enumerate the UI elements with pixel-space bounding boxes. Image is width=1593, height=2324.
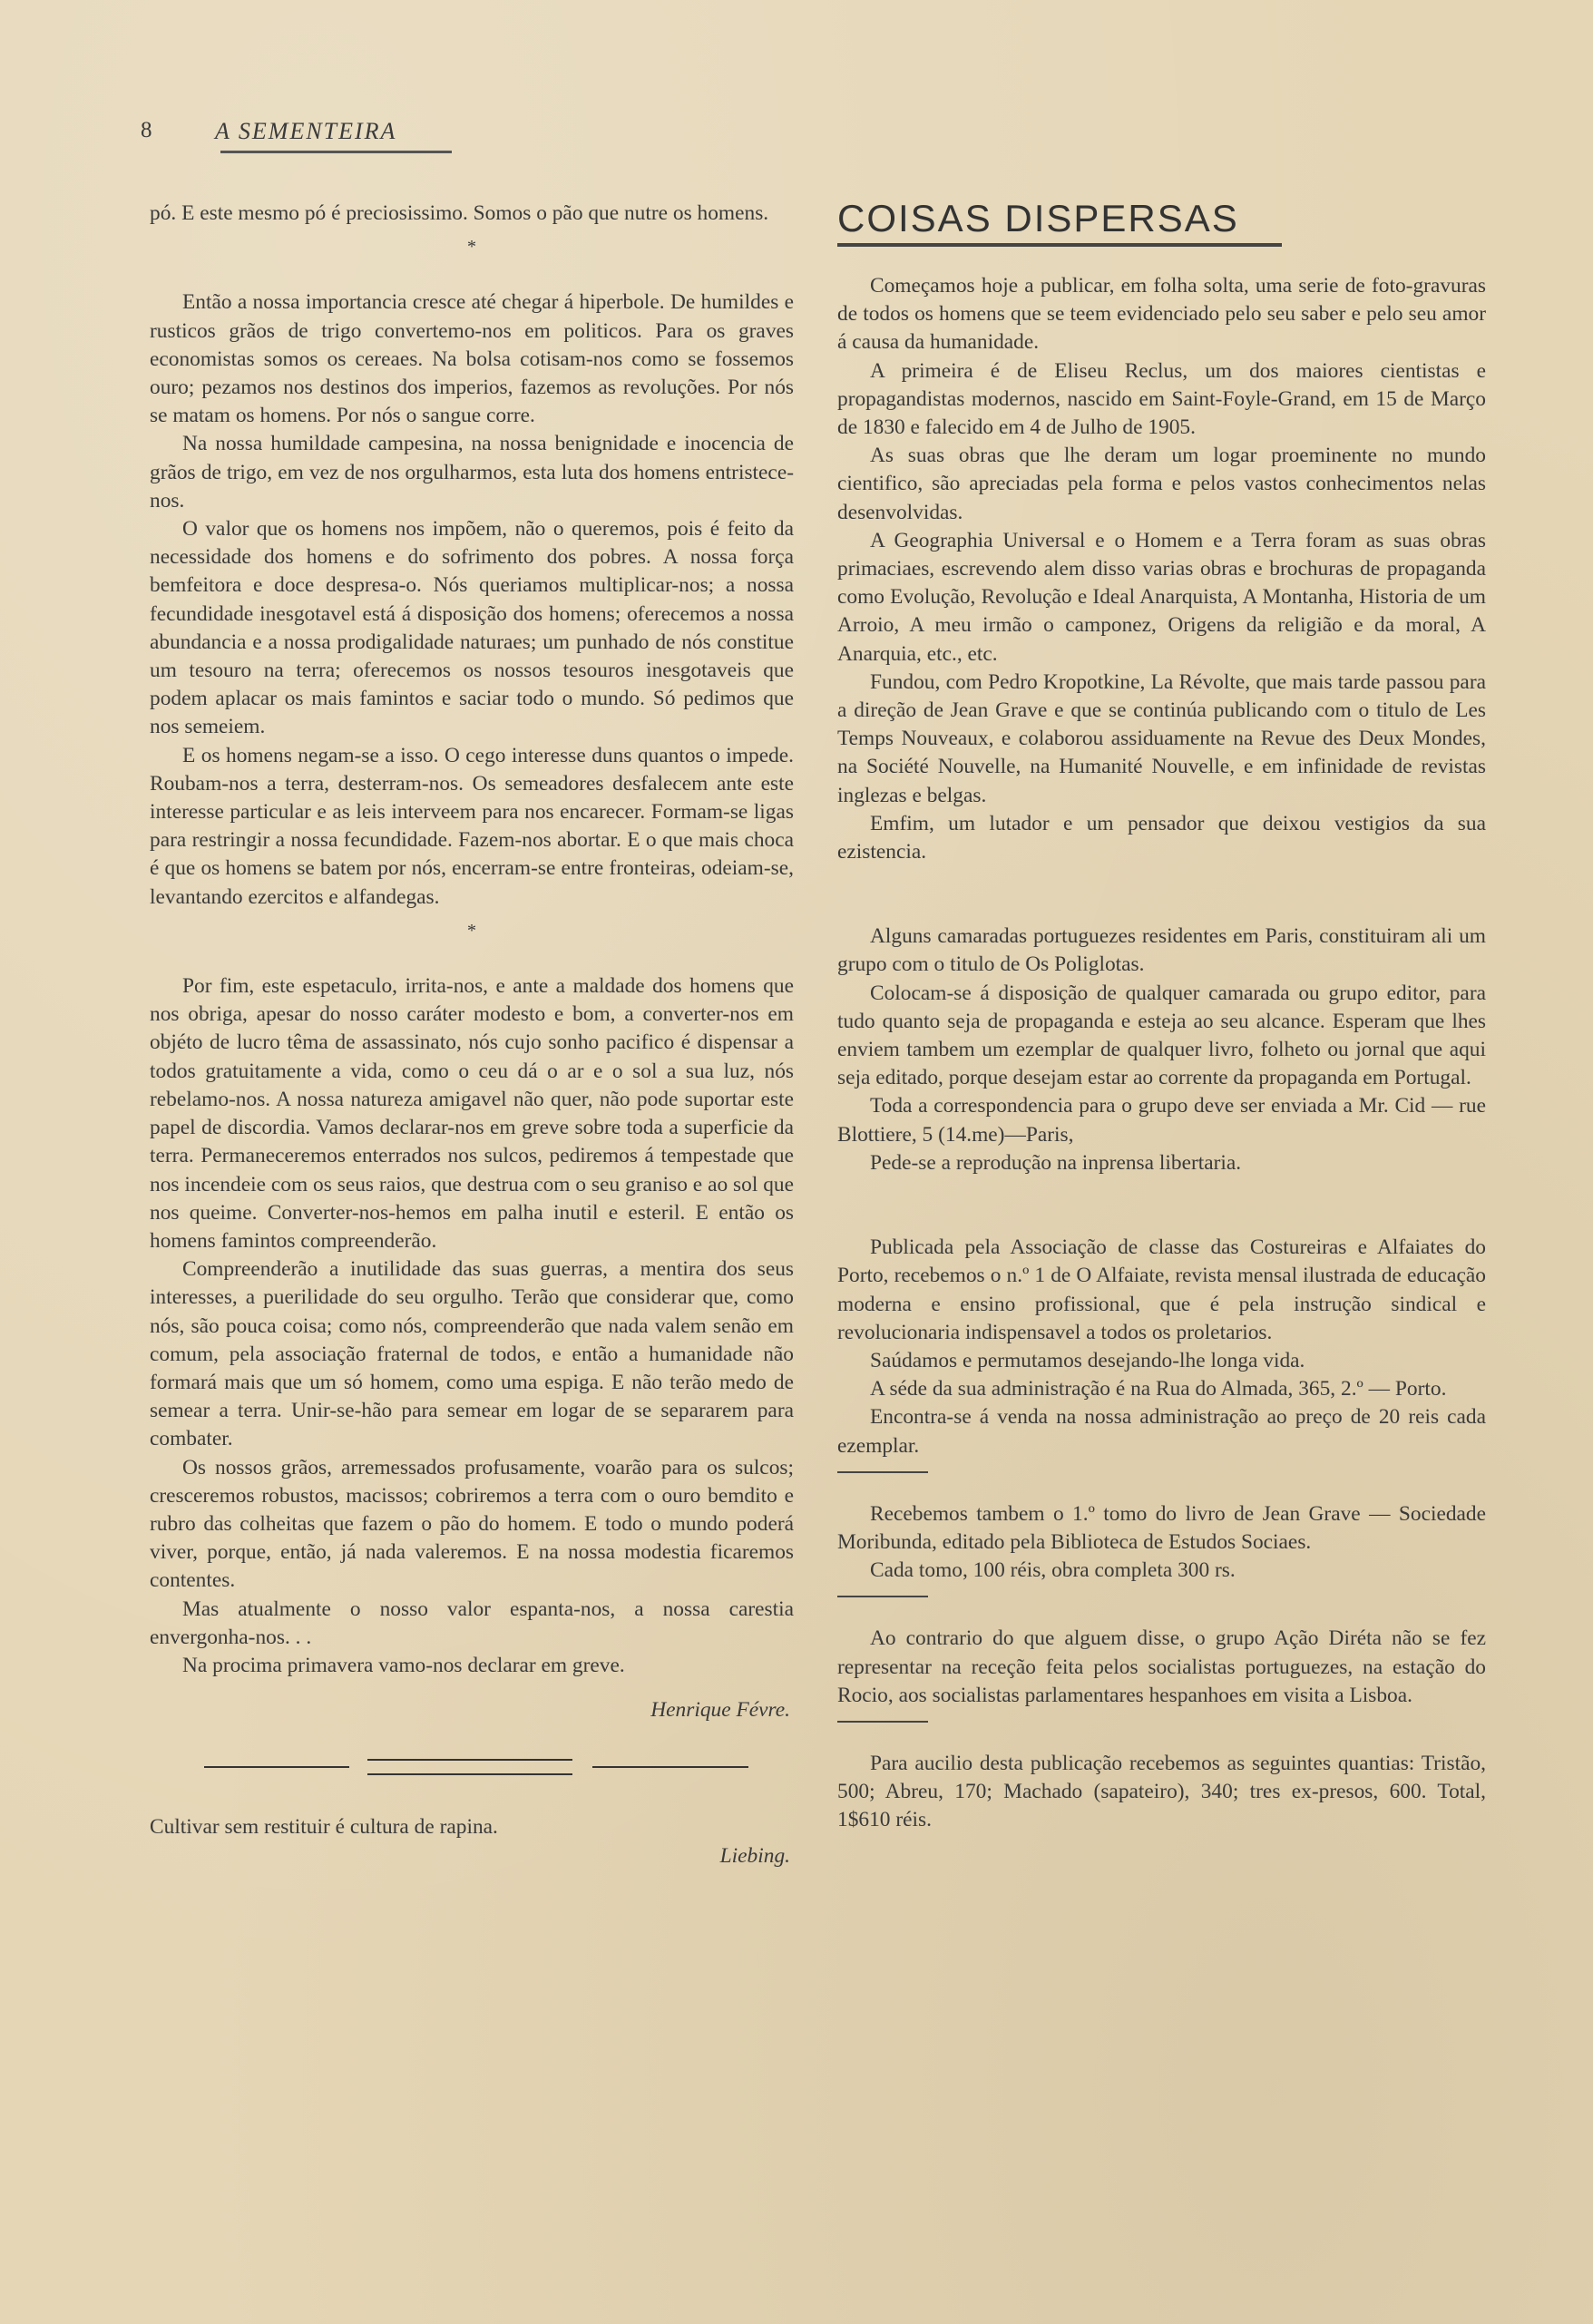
article-paragraph: pó. E este mesmo pó é preciosissimo. Somos o pão que nutre os homens. [150,201,769,225]
article-paragraph: Na procima primavera vamo-nos declarar em greve. [182,1653,625,1677]
article-paragraph: Compreenderão a inutilidade das suas guerras, a mentira dos seus interesses, a puerilidade do seu orgulho. Terão que considerar que, como nós, são pouca coisa; como nós, compreenderão que nada valem senão em comum, pela associação fraternal de todos, e então a humanidade não formará mais que um só homem, como uma espiga. E não terão medo de semear a terra. Unir-se-hão para semear em logar de se separarem para combater. [150,1257,794,1451]
article-paragraph: Então a nossa importancia cresce até chegar á hiperbole. De humildes e rusticos grãos de trigo convertemo-nos em politicos. Para os graves economistas somos os cereaes. Na bolsa cotisam-nos como se fossemos ouro; pezamos nos destinos dos imperios, fazemos as revoluções. Por nós se matam os homens. Por nós o sangue corre. [150,290,794,428]
news-paragraph: Recebemos tambem o 1.º tomo do livro de Jean Grave — Sociedade Moribunda, editado pela Biblioteca de Estudos Sociaes. [837,1501,1486,1554]
news-paragraph: Saúdamos e permutamos desejando-lhe longa vida. [870,1348,1305,1372]
article-paragraph: E os homens negam-se a isso. O cego interesse duns quantos o impede. Roubam-nos a terra, desterram-nos. Os semeadores desfalecem ante este interesse particular e as leis interveem para nos encarecer. Formam-se ligas para restringir a nossa fecundidade. Fazem-nos abortar. E o que mais choca é que os homens se batem por nós, encerram-se entre fronteiras, odeiam-se, levantando ezercitos e alfandegas. [150,743,794,909]
news-paragraph: Colocam-se á disposição de qualquer camarada ou grupo editor, para tudo quanto seja de propaganda e esteja ao seu alcance. Esperam que lhes enviem tambem um ezemplar de qualquer livro, folheto ou jornal que aqui seja editado, porque desejam estar ao corrente da propaganda em Portugal. [837,981,1486,1090]
news-paragraph: Cada tomo, 100 réis, obra completa 300 rs. [870,1558,1236,1583]
article-paragraph: O valor que os homens nos impõem, não o queremos, pois é feito da necessidade dos homens e do sofrimento dos pobres. A nossa força bemfeitora e doce despresa-o. Nós queriamos multiplicar-nos; a nossa fecundidade inesgotavel está á disposição dos homens; oferecemos a nossa abundancia e a nossa prodigalidade naturaes; um punhado de nós constitue um tesouro na terra; oferecemos os nossos tesouros inesgotaveis que podem aplacar os mais famintos e saciar todo o mundo. Só pedimos que nos semeiem. [150,517,794,739]
news-paragraph: A primeira é de Eliseu Reclus, um dos maiores cientistas e propagandistas modernos, nascido em Saint-Foyle-Grand, em 15 de Março de 1830 e falecido em 4 de Julho de 1905. [837,358,1486,440]
section-title: COISAS DISPERSAS [837,197,1239,239]
news-paragraph: Toda a correspondencia para o grupo deve ser enviada a Mr. Cid — rue Blottiere, 5 (14.me)—Paris, [837,1094,1486,1147]
news-paragraph: Fundou, com Pedro Kropotkine, La Révolte, que mais tarde passou para a direção de Jean Grave e que se continúa publicando com o titulo de Les Temps Nouveaux, e colaborou assiduamente na Revue des Deux Mondes, na Société Nouvelle, na Humanité Nouvelle, e em infinidade de revistas inglezas e belgas. [837,669,1486,807]
section-asterisk: * [467,920,476,941]
title-underline [837,243,1282,247]
news-paragraph: Ao contrario do que alguem disse, o grupo Ação Diréta não se fez representar na receção feita pelos socialistas portuguezes, na estação do Rocio, aos socialistas parlamentares hespanhoes em visita a Lisboa. [837,1626,1486,1707]
news-paragraph: Publicada pela Associação de classe das Costureiras e Alfaiates do Porto, recebemos o n.º 1 de O Alfaiate, revista mensal ilustrada de educação moderna e ensino profissional, que é pela instrução sindical e revolucionaria indispensavel a todos os proletarios. [837,1235,1486,1344]
epigraph-author: Liebing. [719,1843,790,1868]
news-paragraph: Começamos hoje a publicar, em folha solta, uma serie de foto-gravuras de todos os homens que se teem evidenciado pelo seu saber e pelo seu amor á causa da humanidade. [837,274,1486,355]
left-column [150,200,794,1870]
page-header [141,114,503,160]
news-paragraph: As suas obras que lhe deram um logar proeminente no mundo cientifico, são apreciadas pela forma e pelos vastos conhecimentos nelas desenvolvidas. [837,444,1486,524]
article-paragraph: Por fim, este espetaculo, irrita-nos, e ante a maldade dos homens que nos obriga, apesar do nosso caráter modesto e bom, a converter-nos em objéto de lucro têma de assassinato, nós cujo sonho pacifico é dispensar a todos gratuitamente a vida, como o ceu dá o ar e o sol a sua luz, nós rebelamo-nos. A nossa natureza amigavel não quer, não pode suportar este papel de discordia. Vamos declarar-nos em greve sobre toda a superficie da terra. Permaneceremos enterrados nos sulcos, pediremos á tempestade que nos incendeie com os seus raios, que destrua com o seu graniso e ao sol que nos queime. Converter-nos-hemos em palha inutil e esteril. E então os homens famintos compreenderão. [150,974,794,1253]
news-paragraph: Para aucilio desta publicação recebemos as seguintes quantias: Tristão, 500; Abreu, 170; Machado (sapateiro), 340; tres ex-presos, 600. Total, 1$610 réis. [837,1751,1486,1832]
news-paragraph: A Geographia Universal e o Homem e a Terra foram as suas obras primaciaes, escrevendo alem disso varias obras e brochuras de propaganda como Evolução, Revolução e Ideal Anarquista, A Montanha, Historia de um Arroio, A meu irmão o camponez, Origens da religião e da moral, A Anarquia, etc., etc. [837,528,1486,666]
separator-rule [837,1721,928,1723]
news-paragraph: Encontra-se á venda na nossa administração ao preço de 20 reis cada ezemplar. [837,1405,1486,1458]
article-end-rules [150,1759,794,1813]
right-column [837,198,1486,1835]
separator-rule [837,1596,928,1597]
news-paragraph: Emfim, um lutador e um pensador que deixou vestigios da sua ezistencia. [837,811,1486,864]
masthead-underline [220,151,452,153]
article-paragraph: Na nossa humildade campesina, na nossa benignidade e inocencia de grãos de trigo, em vez de nos orgulharmos, esta luta dos homens entristece-nos. [150,432,794,513]
article-paragraph: Mas atualmente o nosso valor espanta-nos, a nossa carestia envergonha-nos. . . [150,1597,794,1649]
news-paragraph: Pede-se a reprodução na inprensa libertaria. [870,1150,1242,1175]
article-signature: Henrique Févre. [650,1698,790,1723]
news-paragraph: Alguns camaradas portuguezes residentes em Paris, constituiram ali um grupo com o titulo de Os Poliglotas. [837,924,1486,977]
page-number: 8 [141,118,152,142]
news-paragraph: A séde da sua administração é na Rua do Almada, 365, 2.º — Porto. [870,1377,1447,1401]
separator-rule [837,1471,928,1473]
epigraph-quote: Cultivar sem restituir é cultura de rapina. [150,1815,498,1840]
masthead-title: A SEMENTEIRA [215,118,397,144]
section-asterisk: * [467,237,476,258]
article-paragraph: Os nossos grãos, arremessados profusamente, voarão para os sulcos; cresceremos robustos, macissos; cobriremos a terra com o ouro bemdito e rubro das colheitas que fazem o pão do homem. E todo o mundo poderá viver, porque, então, já nada valeremos. E na nossa modestia ficaremos contentes. [150,1455,794,1593]
